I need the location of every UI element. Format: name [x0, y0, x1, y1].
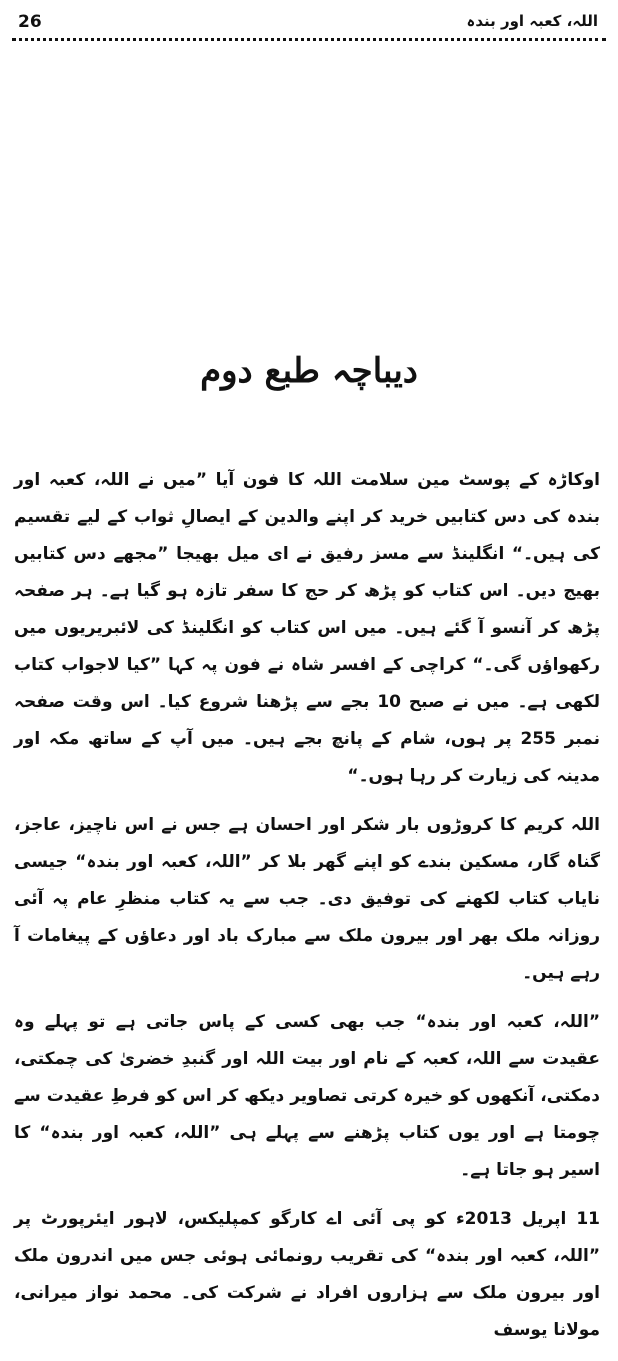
page-number: 26: [18, 12, 42, 32]
page-header: [0, 0, 618, 46]
paragraph: ”اللہ، کعبہ اور بندہ“ جب بھی کسی کے پاس جاتی ہے تو پہلے وہ عقیدت سے اللہ، کعبہ کے نام اور بیت اللہ اور گنبدِ خضریٰ کی چمکتی، دمکتی، آنکھوں کو خیرہ کرتی تصاویر دیکھ کر اس کو فرطِ عقیدت سے چومتا ہے اور یوں کتاب پڑھنے سے پہلے ہی ”اللہ، کعبہ اور بندہ“ کا اسیر ہو جاتا ہے۔: [14, 1012, 600, 1180]
body-text: [14, 462, 600, 1361]
header-dotted-rule: [12, 38, 606, 41]
running-title: اللہ، کعبہ اور بندہ: [466, 12, 598, 30]
section-heading: دیباچہ طبع دوم: [200, 351, 418, 391]
paragraph: اللہ کریم کا کروڑوں بار شکر اور احسان ہے جس نے اس ناچیز، عاجز، گناہ گار، مسکین بندے کو اپنے گھر بلا کر ”اللہ، کعبہ اور بندہ“ جیسی نایاب کتاب لکھنے کی توفیق دی۔ جب سے یہ کتاب منظرِ عام پہ آئی روزانہ ملک بھر اور بیرون ملک سے مبارک باد اور دعاؤں کے پیغامات آ رہے ہیں۔: [14, 815, 600, 983]
paragraph: 11 اپریل 2013ء کو پی آئی اے کارگو کمپلیکس، لاہور ایئرپورٹ پر ”اللہ، کعبہ اور بندہ“ کی تقریب رونمائی ہوئی جس میں اندرون ملک اور بیرون ملک سے ہزاروں افراد نے شرکت کی۔ محمد نواز میرانی، مولانا یوسف: [14, 1209, 600, 1340]
paragraph: اوکاڑہ کے پوسٹ مین سلامت اللہ کا فون آیا ”میں نے اللہ، کعبہ اور بندہ کی دس کتابیں خرید کر اپنے والدین کے ایصالِ ثواب کے لیے تقسیم کی ہیں۔“ انگلینڈ سے مسز رفیق نے ای میل بھیجا ”مجھے دس کتابیں بھیج دیں۔ اس کتاب کو پڑھ کر حج کا سفر تازہ ہو گیا ہے۔ ہر صفحہ پڑھ کر آنسو آ گئے ہیں۔ میں اس کتاب کو انگلینڈ کی لائبریریوں میں رکھواؤں گی۔“ کراچی کے افسر شاہ نے فون پہ کہا ”کیا لاجواب کتاب لکھی ہے۔ میں نے صبح 10 بجے سے پڑھنا شروع کیا۔ اس وقت صفحہ نمبر 255 پر ہوں، شام کے پانچ بجے ہیں۔ میں آپ کے ساتھ مکہ اور مدینہ کی زیارت کر رہا ہوں۔“: [14, 470, 600, 786]
